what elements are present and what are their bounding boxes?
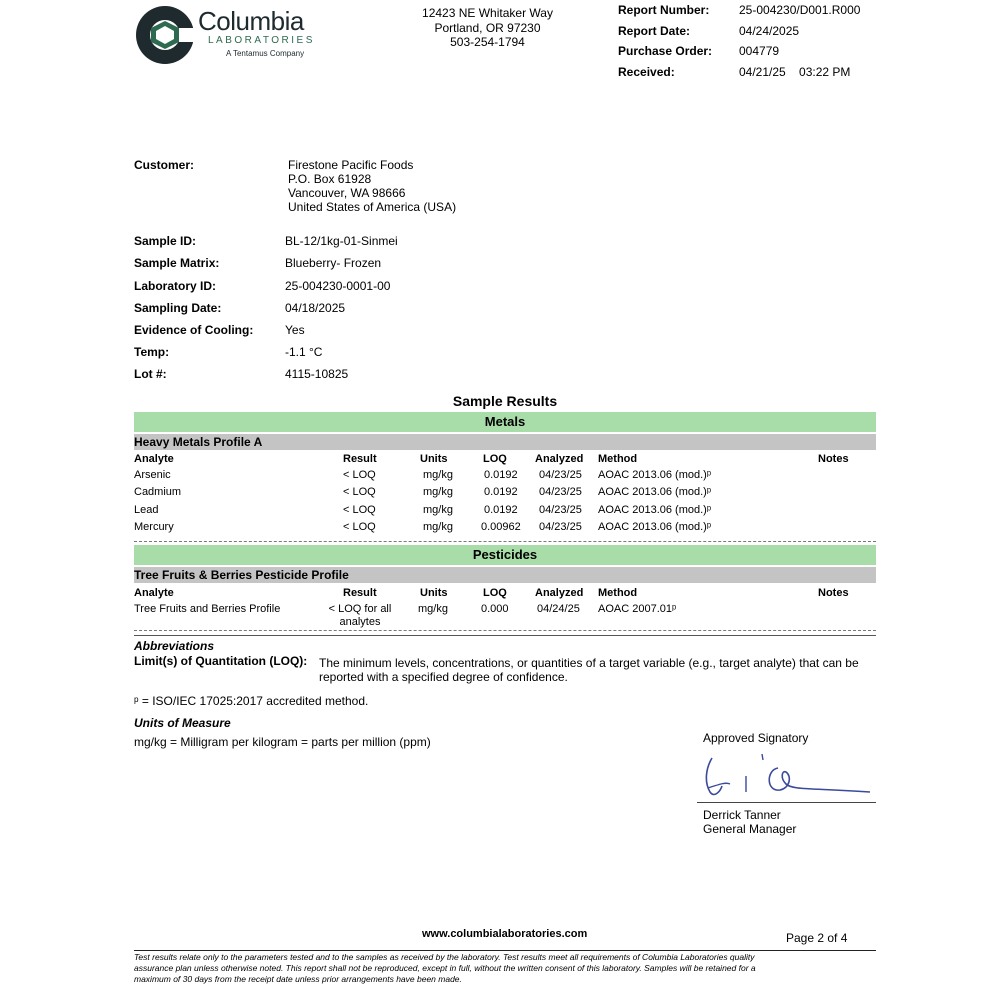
report-date-label: Report Date: <box>618 24 691 38</box>
footer-disclaimer <box>134 952 876 985</box>
col-analyzed: Analyzed <box>535 587 584 599</box>
analyzed-cell: 04/23/25 <box>539 521 582 533</box>
customer-line: Firestone Pacific Foods <box>288 158 414 172</box>
col-result: Result <box>343 453 377 465</box>
abbreviations-heading: Abbreviations <box>134 639 215 653</box>
purchase-order-label: Purchase Order: <box>618 44 713 58</box>
method-cell: AOAC 2013.06 (mod.)ᵖ <box>598 469 711 481</box>
customer-line: United States of America (USA) <box>288 200 457 214</box>
col-units: Units <box>420 453 448 465</box>
divider <box>134 541 876 542</box>
sampling-date-label: Sampling Date: <box>134 301 222 315</box>
result-cell: < LOQ <box>343 469 376 481</box>
method-cell: AOAC 2013.06 (mod.)ᵖ <box>598 521 711 533</box>
customer-label: Customer: <box>134 158 195 172</box>
laboratory-id-label: Laboratory ID: <box>134 279 217 293</box>
signatory-name: Derrick Tanner <box>703 808 781 822</box>
lot-label: Lot #: <box>134 367 167 381</box>
loq-definition <box>319 656 879 684</box>
col-result: Result <box>343 587 377 599</box>
loq-definition-line: reported with a specified degree of confidence. <box>319 670 568 684</box>
analyte-cell: Cadmium <box>134 486 182 498</box>
pesticides-section-bar: Pesticides <box>134 545 876 565</box>
customer-line: P.O. Box 61928 <box>288 172 372 186</box>
units-cell: mg/kg <box>423 486 453 498</box>
divider <box>134 630 876 631</box>
cooling-label: Evidence of Cooling: <box>134 323 254 337</box>
units-definition: mg/kg = Milligram per kilogram = parts per million (ppm) <box>134 735 431 749</box>
report-number-value: 25-004230/D001.R000 <box>739 3 861 17</box>
pesticides-profile-bar <box>134 567 876 583</box>
signature-line <box>697 802 876 803</box>
metals-profile-bar <box>134 434 876 450</box>
disclaimer-line: maximum of 30 days from the receipt date unless prior arrangements have been made. <box>134 974 462 984</box>
col-loq: LOQ <box>483 587 507 599</box>
col-units: Units <box>420 587 448 599</box>
iso-note: ᵖ = ISO/IEC 17025:2017 accredited method. <box>134 694 369 708</box>
col-method: Method <box>598 453 638 465</box>
col-analyzed: Analyzed <box>535 453 584 465</box>
report-number-label: Report Number: <box>618 3 710 17</box>
temp-value: -1.1 °C <box>285 345 323 359</box>
sample-id-label: Sample ID: <box>134 234 197 248</box>
divider <box>134 635 876 636</box>
method-cell: AOAC 2013.06 (mod.)ᵖ <box>598 504 711 516</box>
signatory-heading: Approved Signatory <box>703 731 809 745</box>
loq-cell: 0.0192 <box>484 486 518 498</box>
sample-id-value: BL-12/1kg-01-Sinmei <box>285 234 398 248</box>
result-cell: < LOQ <box>343 504 376 516</box>
lab-address <box>380 6 595 50</box>
received-value: 04/21/25 03:22 PM <box>739 65 851 79</box>
customer-line: Vancouver, WA 98666 <box>288 186 406 200</box>
lot-value: 4115-10825 <box>285 367 349 381</box>
result-line: analytes <box>339 616 381 628</box>
signature-image <box>700 748 876 802</box>
units-heading: Units of Measure <box>134 716 231 730</box>
loq-cell: 0.0192 <box>484 469 518 481</box>
metals-section-bar: Metals <box>134 412 876 432</box>
analyzed-cell: 04/23/25 <box>539 486 582 498</box>
method-cell: AOAC 2007.01ᵖ <box>598 603 677 615</box>
cooling-value: Yes <box>285 323 305 337</box>
result-cell: < LOQ <box>343 486 376 498</box>
report-date-value: 04/24/2025 <box>739 24 800 38</box>
result-line: < LOQ for all <box>328 603 392 615</box>
sample-matrix-value: Blueberry- Frozen <box>285 256 382 270</box>
col-analyte: Analyte <box>134 453 174 465</box>
address-phone: 503-254-1794 <box>450 35 525 49</box>
metals-profile-name: Heavy Metals Profile A <box>134 435 263 449</box>
analyzed-cell: 04/23/25 <box>539 504 582 516</box>
results-title: Sample Results <box>452 393 558 409</box>
customer-address <box>288 158 456 214</box>
analyte-cell: Arsenic <box>134 469 171 481</box>
analyzed-cell: 04/23/25 <box>539 469 582 481</box>
loq-term: Limit(s) of Quantitation (LOQ): <box>134 654 308 668</box>
signatory-title: General Manager <box>703 822 797 836</box>
col-notes: Notes <box>818 587 849 599</box>
brand-subtitle: LABORATORIES <box>208 35 315 46</box>
analyte-cell: Mercury <box>134 521 174 533</box>
col-loq: LOQ <box>483 453 507 465</box>
col-analyte: Analyte <box>134 587 174 599</box>
col-notes: Notes <box>818 453 849 465</box>
address-street: 12423 NE Whitaker Way <box>422 6 553 20</box>
laboratory-id-value: 25-004230-0001-00 <box>285 279 391 293</box>
loq-cell: 0.000 <box>481 603 509 615</box>
temp-label: Temp: <box>134 345 170 359</box>
loq-definition-line: The minimum levels, concentrations, or quantities of a target variable (e.g., target analyte) that can be <box>319 656 859 670</box>
purchase-order-value: 004779 <box>739 44 780 58</box>
address-city: Portland, OR 97230 <box>434 20 541 35</box>
analyte-cell: Lead <box>134 504 159 516</box>
result-cell: < LOQ <box>343 521 376 533</box>
company-logo <box>134 4 324 66</box>
analyzed-cell: 04/24/25 <box>537 603 580 615</box>
columbia-logo-icon <box>134 4 196 66</box>
page-number: Page 2 of 4 <box>786 931 848 945</box>
received-label: Received: <box>618 65 675 79</box>
footer-website: www.columbialaboratories.com <box>422 928 588 940</box>
units-cell: mg/kg <box>423 504 453 516</box>
units-cell: mg/kg <box>418 603 448 615</box>
brand-tagline: A Tentamus Company <box>226 49 305 58</box>
col-method: Method <box>598 587 638 599</box>
pesticides-profile-name: Tree Fruits & Berries Pesticide Profile <box>134 568 349 582</box>
disclaimer-line: Test results relate only to the parameters tested and to the samples as received by the laboratory. Test results meet all requirements of Columbia Laboratories quality <box>134 952 755 962</box>
loq-cell: 0.0192 <box>484 504 518 516</box>
analyte-cell: Tree Fruits and Berries Profile <box>134 603 281 615</box>
method-cell: AOAC 2013.06 (mod.)ᵖ <box>598 486 711 498</box>
brand-name: Columbia <box>198 6 304 36</box>
units-cell: mg/kg <box>423 469 453 481</box>
disclaimer-line: assurance plan unless otherwise noted. This report shall not be reproduced, except in full, without the written consent of this laboratory. Samples will be retained for a <box>134 963 756 973</box>
footer-rule <box>134 950 876 951</box>
loq-cell: 0.00962 <box>481 521 521 533</box>
sample-matrix-label: Sample Matrix: <box>134 256 220 270</box>
sampling-date-value: 04/18/2025 <box>285 301 346 315</box>
units-cell: mg/kg <box>423 521 453 533</box>
result-cell <box>322 603 398 629</box>
